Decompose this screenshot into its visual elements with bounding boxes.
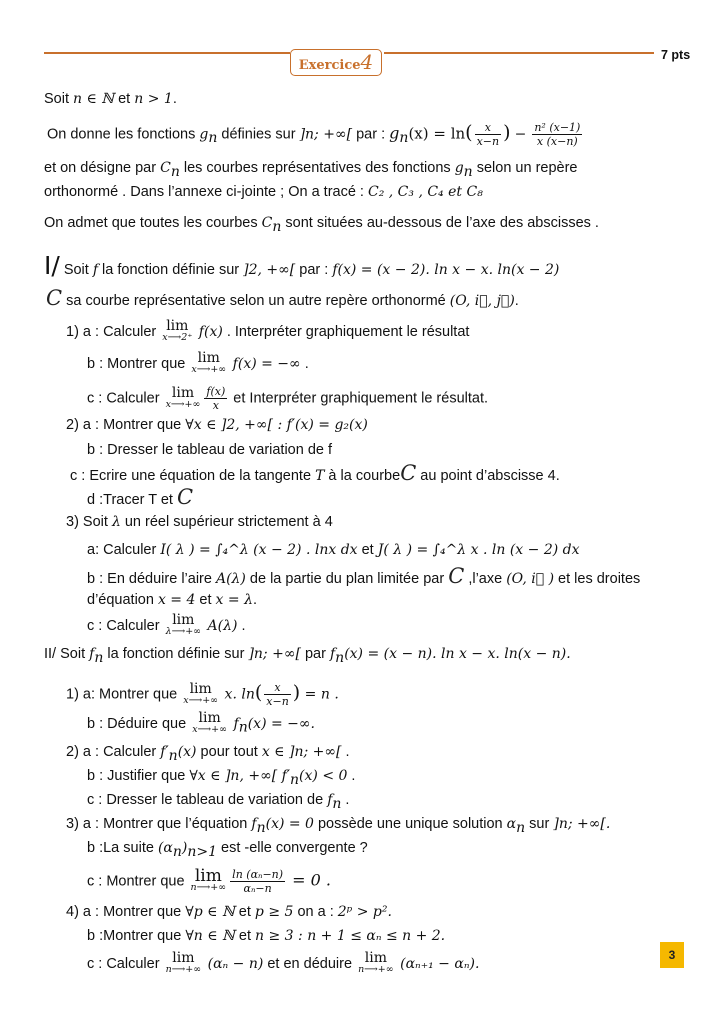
text: c : Calculer <box>87 617 164 634</box>
math: g <box>454 160 464 176</box>
text: Soit <box>59 262 93 278</box>
part2-line-1: II/ Soit $f_n$ la fonction définie sur ]n; +∞[ par $f_n(x) = (x - n)$. ln x − x. ln(x − n). <box>44 646 571 666</box>
intro-line-5: On admet que toutes les courbes $C_n$ sont situées au-dessous de l’axe des abscisses . <box>44 215 599 235</box>
p2-q4c <box>87 952 479 976</box>
curve-symbol: C <box>448 564 465 588</box>
intro-line-3: et on désigne par $C_n$ les courbes représentatives des fonctions $g_n$ selon un repère <box>44 160 578 180</box>
text: 4) a : Montrer que <box>66 904 186 920</box>
text: la fonction définie sur <box>98 262 244 278</box>
text: possède une unique solution <box>313 816 507 832</box>
limit-sub: x⟶+∞ <box>192 724 228 735</box>
curve-symbol: C <box>400 461 417 485</box>
math: f(x) <box>194 323 223 340</box>
math: (α <box>157 840 173 856</box>
text: b : Montrer que <box>87 355 190 372</box>
p1-q3b-cont <box>87 590 257 610</box>
math: n ≥ 3 : n + 1 ≤ αₙ ≤ n + 2. <box>255 928 446 944</box>
text: est -elle convergente ? <box>217 840 368 856</box>
text: On donne les fonctions <box>47 126 200 143</box>
math: n ∈ ℕ <box>73 91 115 107</box>
math: ∀x ∈ ]2, +∞[ : f′(x) = g₂(x) <box>185 417 368 433</box>
part1-line-2 <box>46 288 519 311</box>
denominator: x−n <box>266 695 289 708</box>
math: (x) = (x − n). ln x − x. ln(x − n). <box>344 646 571 662</box>
text: de la partie du plan limitée par <box>245 571 449 587</box>
text: sont situées au-dessous de l’axe des abscisses . <box>281 215 599 231</box>
math: λ <box>111 514 121 530</box>
exercise-title-box <box>290 49 382 76</box>
p1-q2c <box>70 463 560 486</box>
math: g <box>389 123 400 143</box>
p2-q2b: b : Justifier que ∀x ∈ ]n, +∞[ $f'_n(x) < 0$ . <box>87 768 356 788</box>
text: d’équation <box>87 592 158 608</box>
text: définies sur <box>217 126 300 143</box>
math: α <box>506 816 517 832</box>
text: b : Dresser le tableau de variation de f <box>87 442 333 458</box>
intro-line-4 <box>44 182 483 202</box>
text: a: Calculer <box>87 542 161 558</box>
math: (αₙ − n) <box>203 955 264 972</box>
text: par : <box>352 126 390 143</box>
limit: lim n⟶+∞ <box>190 865 227 893</box>
text: et en déduire <box>263 955 357 972</box>
p2-q4a <box>66 902 392 922</box>
fraction <box>230 868 285 895</box>
limit-sub: x⟶+∞ <box>165 398 201 410</box>
part-number: I/ <box>44 251 60 280</box>
denominator: x <box>212 399 219 412</box>
limit: lim x⟶+∞ <box>165 384 201 410</box>
denominator: x (x−n) <box>536 135 578 148</box>
math: n > 1 <box>134 91 173 107</box>
text: . <box>341 744 350 760</box>
text: on a : <box>293 904 338 920</box>
fraction <box>204 385 227 412</box>
header-rule-right <box>384 52 654 54</box>
math: x = 4 <box>157 592 196 608</box>
p1-q2d <box>87 487 193 510</box>
math: ]n; +∞[ <box>299 126 353 143</box>
numerator: f(x) <box>206 385 226 398</box>
math: ]2, +∞[ <box>243 262 296 278</box>
math: C <box>160 160 171 176</box>
fraction <box>532 121 582 148</box>
text: 1) a: Montrer que <box>66 686 182 703</box>
math: T <box>315 468 325 484</box>
curve-symbol: C <box>177 485 194 509</box>
p1-q3b <box>87 566 640 589</box>
math: f <box>327 792 333 808</box>
text: b :La suite <box>87 840 158 856</box>
text: à la courbe <box>324 468 401 484</box>
math: ∀n ∈ ℕ <box>185 928 235 944</box>
text: ,l’axe <box>464 571 507 587</box>
math: ∀p ∈ ℕ <box>185 904 235 920</box>
denominator: αₙ−n <box>243 882 272 895</box>
text: 3) a : Montrer que l’équation <box>66 816 252 832</box>
limit: lim x⟶2⁺ <box>162 318 193 343</box>
math: A(λ) <box>215 571 246 587</box>
text: . <box>341 792 350 808</box>
p2-q1a: 1) a: Montrer que lim x⟶+∞ x. ln( $\frac{x}{x-n}$ ) = n . <box>66 680 339 708</box>
math: − <box>514 126 527 143</box>
p1-q1b <box>87 352 309 376</box>
text: les courbes représentatives des fonctions <box>179 160 455 176</box>
text: . <box>300 355 309 372</box>
text: 1) a : Calculer <box>66 323 161 340</box>
math: (O, i⃗, j⃗) <box>449 293 515 309</box>
math: x ∈ ]n; +∞[ <box>261 744 342 760</box>
p1-q2b <box>87 440 332 460</box>
limit-sub: x⟶+∞ <box>191 364 227 375</box>
text: et <box>357 542 378 558</box>
limit-sub: n⟶+∞ <box>358 964 394 975</box>
part1-line-1 <box>44 251 560 280</box>
text: par : <box>295 262 333 278</box>
limit-sub: n⟶+∞ <box>190 881 227 893</box>
text: sa courbe représentative selon un autre repère orthonormé <box>62 293 450 309</box>
math: f′ <box>160 744 169 760</box>
limit-sub: λ⟶+∞ <box>165 626 202 637</box>
text: 3) Soit <box>66 514 112 530</box>
text: c : Montrer que <box>87 873 189 890</box>
math: (x) = −∞. <box>247 715 316 732</box>
math: = 0 . <box>287 870 331 890</box>
text: . <box>252 592 257 608</box>
numerator: n² (x−1) <box>534 121 581 134</box>
text: et <box>234 904 255 920</box>
math: A(λ) <box>203 617 238 634</box>
fraction <box>475 121 502 148</box>
math: ) <box>181 840 188 856</box>
text: c : Dresser le tableau de variation de <box>87 792 328 808</box>
math: C₂ , C₃ , C₄ et C₈ <box>368 184 483 200</box>
math: (x) < 0 <box>299 768 348 784</box>
intro-line-2: On donne les fonctions $g_n$ définies sur ]n; +∞[ par : $g_n(x) = \ln$( $\frac{x}{x-n}$ ) − $\frac{\text{n² (x−1)}}{x (x-n)}$ <box>47 121 581 148</box>
text: orthonormé . Dans l’annexe ci-jointe ; On a tracé : <box>44 184 368 200</box>
limit-sub: x⟶+∞ <box>183 694 219 706</box>
math: ]n; +∞[ <box>248 646 301 662</box>
p1-q3c <box>87 614 246 638</box>
text: c : Calculer <box>87 955 164 972</box>
numerator: x <box>264 681 291 695</box>
text: . <box>514 293 519 309</box>
text: la fonction définie sur <box>103 646 249 662</box>
p1-q2a <box>66 415 368 435</box>
text: un réel supérieur strictement à 4 <box>120 514 333 530</box>
limit: lim x⟶+∞ <box>191 350 227 375</box>
text: b :Montrer que <box>87 928 186 944</box>
text: pour tout <box>196 744 262 760</box>
curve-symbol: C <box>46 286 63 310</box>
math: (x) = 0 <box>265 816 314 832</box>
math: x = λ <box>215 592 253 608</box>
text: On admet que toutes les courbes <box>44 215 262 231</box>
p1-q3a <box>87 540 580 560</box>
limit: lim x⟶+∞ <box>192 710 228 735</box>
p2-q2a: 2) a : Calculer $f'_n(x)$ pour tout x ∈ ]n; +∞[ . <box>66 744 350 764</box>
text: au point d’abscisse 4. <box>416 468 560 484</box>
math: (x) <box>177 744 197 760</box>
denominator: x−n <box>476 135 500 148</box>
math: C <box>261 215 273 231</box>
text: et Interpréter graphiquement le résultat. <box>229 390 489 407</box>
fraction <box>264 681 291 708</box>
limit-sub: x⟶2⁺ <box>162 332 193 343</box>
p1-q1c <box>87 385 488 412</box>
p1-q3 <box>66 512 333 532</box>
text: par <box>300 646 330 662</box>
text: et <box>114 91 135 107</box>
header-rule-left <box>44 52 290 54</box>
math: (O, i⃗ ) <box>506 571 555 587</box>
text: . <box>237 617 246 634</box>
math: I( λ ) = ∫₄^λ (x − 2) . lnx dx <box>160 542 358 558</box>
math: (x) = ln <box>408 124 466 143</box>
math: p ≥ 5 <box>254 904 294 920</box>
intro-line-1 <box>44 89 177 109</box>
p2-q4b <box>87 926 445 946</box>
limit: lim n⟶+∞ <box>358 950 394 975</box>
text: d :Tracer T et <box>87 492 177 508</box>
exercise-number: 4 <box>360 50 374 74</box>
exercise-word: Exercice <box>298 58 361 73</box>
text: sur <box>525 816 554 832</box>
p2-q3c <box>87 865 331 895</box>
math: = n . <box>300 686 339 703</box>
math: f(x) = −∞ <box>228 355 301 372</box>
math: f <box>92 262 99 278</box>
text: Soit <box>44 91 74 107</box>
page-number-badge: 3 <box>660 942 684 968</box>
p2-q3a: 3) a : Montrer que l’équation $f_n(x) = 0$ possède une unique solution $\alpha_n$ sur ]n; +∞[. <box>66 816 611 836</box>
text: . <box>172 91 177 107</box>
math: J( λ ) = ∫₄^λ x . ln (x − 2) dx <box>377 542 580 558</box>
limit-sub: n⟶+∞ <box>165 964 202 975</box>
text: c : Calculer <box>87 390 164 407</box>
text: et on désigne par <box>44 160 161 176</box>
part-number: II/ <box>44 646 57 662</box>
text: Soit <box>56 646 90 662</box>
text: et <box>234 928 256 944</box>
text: b : Justifier que <box>87 768 190 784</box>
limit: lim x⟶+∞ <box>183 680 219 706</box>
text: b : En déduire l’aire <box>87 571 216 587</box>
text: . Interpréter graphiquement le résultat <box>222 323 470 340</box>
text: b : Déduire que <box>87 715 191 732</box>
math: x. ln <box>220 686 255 703</box>
math: f(x) = (x − 2). ln x − x. ln(x − 2) <box>332 262 560 278</box>
math: ∀x ∈ ]n, +∞[ f′ <box>189 768 291 784</box>
numerator: x <box>475 121 502 135</box>
math: 2ᵖ > p². <box>337 904 392 920</box>
math: g <box>199 126 209 143</box>
p2-q3b: b :La suite $(\alpha_n)_{n>1}$ est -elle convergente ? <box>87 840 368 860</box>
math: f <box>89 646 95 662</box>
limit: lim n⟶+∞ <box>165 950 202 975</box>
text: . <box>347 768 356 784</box>
limit: lim λ⟶+∞ <box>165 612 202 637</box>
text: et <box>195 592 216 608</box>
numerator: ln (αₙ−n) <box>232 868 284 881</box>
p2-q2c: c : Dresser le tableau de variation de $f_n$ . <box>87 792 350 812</box>
text: 2) a : Calculer <box>66 744 161 760</box>
text: et les droites <box>554 571 641 587</box>
points-label: 7 pts <box>661 48 691 62</box>
text: selon un repère <box>472 160 578 176</box>
p2-q1b: b : Déduire que lim x⟶+∞ $f_n(x)$ = −∞. <box>87 710 316 736</box>
text: 2) a : Montrer que <box>66 417 186 433</box>
p1-q1a <box>66 320 469 344</box>
text: c : Ecrire une équation de la tangente <box>70 468 316 484</box>
math: ]n; +∞[. <box>553 816 611 832</box>
math: (αₙ₊₁ − αₙ). <box>395 955 480 972</box>
